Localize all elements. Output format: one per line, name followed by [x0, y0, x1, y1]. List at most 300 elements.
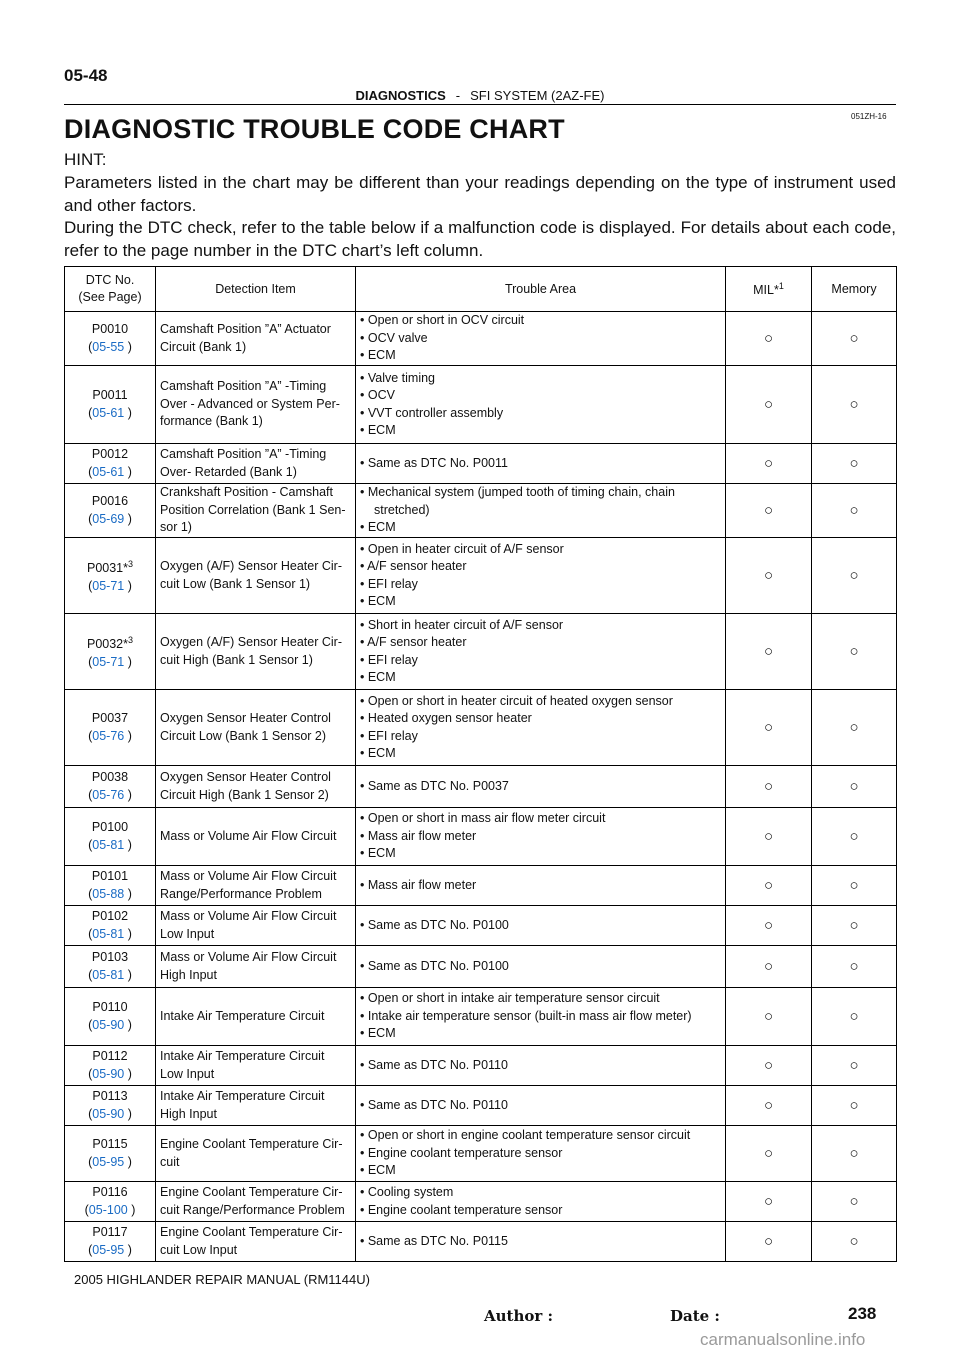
table-row	[65, 614, 897, 690]
memory-cell	[812, 1086, 897, 1126]
dtc-page-ref: (05-71 )	[88, 578, 132, 593]
detection-item-line: Mass or Volume Air Flow Circuit	[160, 950, 337, 964]
dtc-page-ref: (05-90 )	[88, 1017, 132, 1032]
trouble-area-item: • Cooling system	[360, 1185, 454, 1199]
mil-on-mark: ○	[763, 778, 774, 795]
trouble-area-item: • Heated oxygen sensor heater	[360, 711, 532, 725]
dtc-code	[69, 868, 151, 886]
dtc-code	[69, 949, 151, 967]
dtc-code-cell	[65, 312, 156, 366]
header-memory: Memory	[812, 267, 897, 312]
trouble-area-item: • ECM	[360, 746, 396, 760]
dtc-page-link[interactable]: 05-61	[92, 405, 125, 420]
dtc-page-link[interactable]: 05-95	[92, 1242, 125, 1257]
mil-cell	[726, 906, 812, 946]
detection-item-cell	[156, 1126, 356, 1182]
dtc-code-text: P0012	[91, 447, 129, 461]
trouble-area-item: • VVT controller assembly	[360, 405, 504, 420]
trouble-area-cell	[356, 484, 726, 538]
dtc-code-text: P0113	[92, 1089, 128, 1103]
trouble-area-cell	[356, 444, 726, 484]
dtc-code	[69, 1224, 151, 1242]
mil-cell	[726, 444, 812, 484]
dtc-page-link[interactable]: 05-100	[88, 1202, 128, 1217]
table-row	[65, 1222, 897, 1262]
dtc-code-text: P0032*	[86, 637, 128, 652]
trouble-area-item: • Engine coolant temperature sensor	[360, 1145, 563, 1160]
dtc-page-link[interactable]: 05-61	[92, 464, 125, 479]
trouble-area-item: • Same as DTC No. P0037	[360, 778, 509, 793]
mil-on-mark: ○	[763, 643, 774, 660]
header-mil-sup: 1	[778, 281, 784, 292]
dtc-code-text: P0101	[91, 869, 129, 883]
detection-item-line: Crankshaft Position - Camshaft	[160, 485, 333, 500]
detection-item-line: cuit Low (Bank 1 Sensor 1)	[160, 576, 311, 591]
trouble-area-item: • Mechanical system (jumped tooth of timing chain, chain	[360, 485, 675, 500]
table-row	[65, 312, 897, 366]
memory-mark: ○	[849, 917, 859, 934]
trouble-area-item: • ECM	[360, 348, 396, 363]
mil-cell	[726, 808, 812, 866]
dtc-code-cell	[65, 1182, 156, 1222]
dtc-code-text: P0116	[92, 1185, 128, 1199]
detection-item-line: Circuit (Bank 1)	[160, 339, 247, 354]
instruction-paragraph: During the DTC check, refer to the table below if a malfunction code is displayed. For details about each code, refer to the page number in the DTC chart’s left column.	[64, 218, 896, 260]
dtc-page-ref: (05-81 )	[88, 837, 132, 852]
trouble-area-cell	[356, 1222, 726, 1262]
trouble-area-item: • Intake air temperature sensor (built-in mass air flow meter)	[360, 1008, 692, 1023]
mil-cell	[726, 1222, 812, 1262]
detection-item-line: Oxygen (A/F) Sensor Heater Cir-	[160, 635, 342, 649]
dtc-page-ref: (05-90 )	[88, 1106, 132, 1121]
detection-item-cell	[156, 808, 356, 866]
dtc-page-link[interactable]: 05-76	[92, 787, 125, 802]
dtc-code	[69, 999, 151, 1017]
trouble-area-item: • ECM	[360, 423, 396, 437]
memory-mark: ○	[849, 877, 859, 894]
header-rule	[64, 104, 896, 105]
mil-on-mark: ○	[763, 1145, 774, 1162]
trouble-area-item: • Engine coolant temperature sensor	[360, 1202, 563, 1217]
detection-item-cell	[156, 946, 356, 988]
detection-item-line: Low Input	[160, 1066, 215, 1081]
dtc-code-cell	[65, 484, 156, 538]
dtc-page-ref: (05-55 )	[88, 339, 132, 354]
table-row	[65, 366, 897, 444]
table-row	[65, 538, 897, 614]
detection-item-line: Camshaft Position ”A” -Timing	[160, 447, 327, 461]
dtc-code-text: P0117	[92, 1225, 128, 1239]
trouble-area-cell	[356, 614, 726, 690]
detection-item-cell	[156, 484, 356, 538]
mil-on-mark: ○	[763, 877, 774, 894]
dtc-page-link[interactable]: 05-90	[92, 1106, 125, 1121]
dtc-code-cell	[65, 988, 156, 1046]
mil-cell	[726, 366, 812, 444]
mil-cell	[726, 1182, 812, 1222]
trouble-area-item: • Open or short in mass air flow meter circuit	[360, 811, 606, 826]
memory-cell	[812, 808, 897, 866]
dtc-code	[69, 1048, 151, 1066]
trouble-area-item: • EFI relay	[360, 728, 418, 743]
memory-mark: ○	[849, 502, 859, 519]
trouble-area-item: • Same as DTC No. P0110	[360, 1057, 508, 1072]
memory-mark: ○	[849, 1193, 859, 1210]
dtc-page-link[interactable]: 05-69	[92, 511, 125, 526]
trouble-area-item: • Open in heater circuit of A/F sensor	[360, 541, 564, 556]
dtc-code-cell	[65, 808, 156, 866]
detection-item-cell	[156, 538, 356, 614]
dtc-code-cell	[65, 1046, 156, 1086]
detection-item-line: sor 1)	[160, 520, 192, 535]
mil-cell	[726, 1086, 812, 1126]
memory-cell	[812, 766, 897, 808]
trouble-area-cell	[356, 690, 726, 766]
dtc-code-cell	[65, 1222, 156, 1262]
dtc-page-ref: (05-71 )	[88, 654, 132, 669]
memory-cell	[812, 614, 897, 690]
table-row	[65, 690, 897, 766]
dtc-code	[69, 769, 151, 787]
dtc-code	[69, 1088, 151, 1106]
dtc-code-text: P0031*	[86, 561, 128, 576]
dtc-code	[69, 493, 151, 511]
memory-cell	[812, 1046, 897, 1086]
detection-item-line: Engine Coolant Temperature Cir-	[160, 1225, 343, 1239]
table-row	[65, 1046, 897, 1086]
detection-item-line: High Input	[160, 1106, 217, 1121]
dtc-page-link[interactable]: 05-81	[92, 967, 125, 982]
memory-mark: ○	[849, 455, 859, 472]
memory-mark: ○	[849, 1233, 859, 1250]
detection-item-line: Oxygen Sensor Heater Control	[160, 770, 331, 784]
dtc-code-cell	[65, 614, 156, 690]
detection-item-line: Mass or Volume Air Flow Circuit	[160, 828, 337, 843]
dtc-code-cell	[65, 366, 156, 444]
dtc-code	[69, 321, 151, 339]
trouble-area-cell	[356, 946, 726, 988]
trouble-area-item: • A/F sensor heater	[360, 559, 467, 573]
detection-item-line: Intake Air Temperature Circuit	[160, 1089, 325, 1103]
trouble-area-item: • OCV	[360, 388, 395, 402]
mil-on-mark: ○	[763, 502, 774, 519]
dtc-page-ref: (05-90 )	[88, 1066, 132, 1081]
detection-item-line: Oxygen Sensor Heater Control	[160, 711, 331, 725]
dtc-code-text: P0011	[92, 388, 128, 402]
table-row	[65, 1086, 897, 1126]
detection-item-cell	[156, 614, 356, 690]
table-row	[65, 1126, 897, 1182]
detection-item-line: Mass or Volume Air Flow Circuit	[160, 869, 337, 883]
detection-item-line: cuit	[160, 1154, 180, 1169]
trouble-area-item: • Open or short in intake air temperature sensor circuit	[360, 991, 660, 1006]
memory-cell	[812, 444, 897, 484]
memory-cell	[812, 538, 897, 614]
dtc-code-text: P0016	[91, 494, 129, 508]
dtc-code-cell	[65, 766, 156, 808]
memory-cell	[812, 1182, 897, 1222]
dtc-page-link[interactable]: 05-81	[92, 837, 125, 852]
dtc-code-cell	[65, 538, 156, 614]
dtc-code-text: P0010	[91, 322, 129, 336]
detection-item-cell	[156, 690, 356, 766]
dtc-code	[69, 1184, 151, 1202]
memory-cell	[812, 366, 897, 444]
memory-mark: ○	[849, 330, 859, 347]
mil-on-mark: ○	[763, 567, 774, 584]
dtc-page-link[interactable]: 05-90	[92, 1066, 125, 1081]
trouble-area-item: • ECM	[360, 846, 396, 861]
detection-item-cell	[156, 1086, 356, 1126]
dtc-code	[69, 387, 151, 405]
memory-cell	[812, 988, 897, 1046]
detection-item-cell	[156, 766, 356, 808]
memory-mark: ○	[849, 958, 859, 975]
memory-mark: ○	[849, 643, 859, 660]
detection-item-line: formance (Bank 1)	[160, 414, 263, 429]
trouble-area-cell	[356, 1086, 726, 1126]
reference-code: 051ZH-16	[851, 112, 887, 121]
detection-item-line: Range/Performance Problem	[160, 886, 322, 901]
page-number: 05-48	[64, 66, 108, 85]
memory-mark: ○	[849, 1008, 859, 1025]
detection-item-cell	[156, 444, 356, 484]
trouble-area-cell	[356, 808, 726, 866]
dtc-code-cell	[65, 866, 156, 906]
header-mil-label: MIL*	[753, 283, 779, 298]
dtc-page-link[interactable]: 05-88	[92, 886, 125, 901]
table-row	[65, 946, 897, 988]
dtc-code-text: P0100	[91, 820, 129, 834]
header-trouble-area: Trouble Area	[356, 267, 726, 312]
header-dtc-no	[65, 267, 156, 312]
trouble-area-cell	[356, 1046, 726, 1086]
dtc-code	[69, 446, 151, 464]
trouble-area-item: • Same as DTC No. P0115	[360, 1233, 508, 1248]
dtc-page-link[interactable]: 05-71	[92, 578, 125, 593]
detection-item-line: Oxygen (A/F) Sensor Heater Cir-	[160, 559, 342, 573]
detection-item-line: Engine Coolant Temperature Cir-	[160, 1185, 343, 1199]
detection-item-line: Intake Air Temperature Circuit	[160, 1049, 325, 1063]
running-header	[0, 88, 960, 103]
trouble-area-item: • ECM	[360, 1026, 396, 1041]
memory-cell	[812, 1126, 897, 1182]
dtc-page-link[interactable]: 05-76	[92, 728, 125, 743]
dtc-page-ref: (05-76 )	[88, 787, 132, 802]
trouble-area-cell	[356, 866, 726, 906]
detection-item-cell	[156, 866, 356, 906]
detection-item-line: Camshaft Position ”A” -Timing	[160, 379, 327, 394]
dtc-code	[69, 556, 151, 578]
mil-on-mark: ○	[763, 455, 774, 472]
trouble-area-cell	[356, 312, 726, 366]
detection-item-cell	[156, 366, 356, 444]
memory-cell	[812, 946, 897, 988]
dtc-page-link[interactable]: 05-95	[92, 1154, 125, 1169]
mil-on-mark: ○	[763, 1193, 774, 1210]
memory-mark: ○	[849, 719, 859, 736]
mil-cell	[726, 866, 812, 906]
table-row	[65, 766, 897, 808]
table-row	[65, 988, 897, 1046]
table-row	[65, 484, 897, 538]
table-row	[65, 808, 897, 866]
trouble-area-item: • Same as DTC No. P0100	[360, 917, 509, 932]
trouble-area-item: • Valve timing	[360, 370, 436, 385]
subsection-name: SFI SYSTEM (2AZ-FE)	[470, 88, 605, 103]
memory-mark: ○	[849, 778, 859, 795]
detection-item-line: High Input	[160, 967, 217, 982]
trouble-area-item: • ECM	[360, 670, 396, 684]
detection-item-line: cuit High (Bank 1 Sensor 1)	[160, 652, 313, 667]
dtc-code	[69, 819, 151, 837]
detection-item-cell	[156, 1222, 356, 1262]
mil-on-mark: ○	[763, 828, 774, 845]
trouble-area-item: • OCV valve	[360, 330, 428, 345]
memory-mark: ○	[849, 1097, 859, 1114]
detection-item-line: Circuit Low (Bank 1 Sensor 2)	[160, 728, 327, 743]
dtc-code-cell	[65, 1126, 156, 1182]
trouble-area-item: • EFI relay	[360, 576, 418, 591]
memory-cell	[812, 1222, 897, 1262]
mil-on-mark: ○	[763, 917, 774, 934]
trouble-area-cell	[356, 366, 726, 444]
trouble-area-cell	[356, 538, 726, 614]
trouble-area-cell	[356, 906, 726, 946]
trouble-area-cell	[356, 988, 726, 1046]
memory-mark: ○	[849, 396, 859, 413]
memory-cell	[812, 866, 897, 906]
detection-item-line: Engine Coolant Temperature Cir-	[160, 1137, 343, 1151]
trouble-area-item: • Same as DTC No. P0110	[360, 1097, 508, 1112]
detection-item-line: Mass or Volume Air Flow Circuit	[160, 909, 337, 923]
header-separator: -	[455, 88, 461, 103]
footer-manual-title: 2005 HIGHLANDER REPAIR MANUAL (RM1144U)	[74, 1272, 370, 1287]
dtc-code-text: P0115	[92, 1137, 128, 1151]
mil-on-mark: ○	[763, 1057, 774, 1074]
table-row	[65, 906, 897, 946]
dtc-code	[69, 632, 151, 654]
detection-item-line: Intake Air Temperature Circuit	[160, 1008, 325, 1023]
mil-cell	[726, 484, 812, 538]
detection-item-line: Circuit High (Bank 1 Sensor 2)	[160, 787, 329, 802]
dtc-code	[69, 710, 151, 728]
section-name: DIAGNOSTICS	[355, 88, 446, 103]
trouble-area-cell	[356, 1126, 726, 1182]
header-dtc-no-line2: (See Page)	[78, 290, 142, 304]
memory-mark: ○	[849, 828, 859, 845]
trouble-area-item: • ECM	[360, 1163, 396, 1178]
dtc-code-cell	[65, 946, 156, 988]
dtc-code	[69, 908, 151, 926]
detection-item-cell	[156, 312, 356, 366]
mil-cell	[726, 690, 812, 766]
dtc-code-cell	[65, 444, 156, 484]
detection-item-line: Low Input	[160, 926, 215, 941]
dtc-page-ref: (05-81 )	[88, 926, 132, 941]
dtc-code-text: P0112	[92, 1049, 128, 1063]
memory-cell	[812, 906, 897, 946]
dtc-code-text: P0110	[92, 1000, 128, 1014]
detection-item-cell	[156, 1046, 356, 1086]
trouble-area-item: • Mass air flow meter	[360, 877, 477, 892]
detection-item-line: cuit Low Input	[160, 1242, 238, 1257]
dtc-chart-table	[64, 266, 897, 1262]
memory-mark: ○	[849, 567, 859, 584]
dtc-code-text: P0037	[91, 711, 129, 725]
mil-on-mark: ○	[763, 330, 774, 347]
dtc-page-ref: (05-76 )	[88, 728, 132, 743]
trouble-area-item: • Open or short in engine coolant temperature sensor circuit	[360, 1128, 691, 1143]
trouble-area-item: • Same as DTC No. P0100	[360, 958, 509, 973]
header-dtc-no-line1: DTC No.	[85, 273, 135, 287]
trouble-area-item: • Short in heater circuit of A/F sensor	[360, 617, 564, 632]
watermark: carmanualsonline.info	[700, 1330, 866, 1349]
mil-cell	[726, 1126, 812, 1182]
dtc-page-link[interactable]: 05-55	[92, 339, 125, 354]
memory-mark: ○	[849, 1145, 859, 1162]
trouble-area-item: • Mass air flow meter	[360, 828, 477, 843]
trouble-area-item: • Open or short in OCV circuit	[360, 313, 525, 328]
dtc-page-ref: (05-61 )	[88, 405, 132, 420]
mil-cell	[726, 766, 812, 808]
table-row	[65, 866, 897, 906]
mil-on-mark: ○	[763, 1008, 774, 1025]
dtc-page-link[interactable]: 05-90	[92, 1017, 125, 1032]
detection-item-line: Camshaft Position ”A” Actuator	[160, 322, 331, 336]
dtc-page-ref: (05-100 )	[84, 1202, 136, 1217]
memory-cell	[812, 312, 897, 366]
dtc-code-text: P0038	[91, 770, 129, 784]
memory-mark: ○	[849, 1057, 859, 1074]
detection-item-line: Position Correlation (Bank 1 Sen-	[160, 502, 346, 517]
table-row	[65, 444, 897, 484]
dtc-code-cell	[65, 906, 156, 946]
detection-item-line: Over- Retarded (Bank 1)	[160, 464, 297, 479]
dtc-page-ref: (05-69 )	[88, 511, 132, 526]
mil-cell	[726, 988, 812, 1046]
page-title: DIAGNOSTIC TROUBLE CODE CHART	[64, 114, 565, 144]
memory-cell	[812, 690, 897, 766]
footer-page-number: 238	[848, 1304, 877, 1323]
trouble-area-item: • Open or short in heater circuit of heated oxygen sensor	[360, 693, 673, 708]
trouble-area-cell	[356, 766, 726, 808]
mil-cell	[726, 1046, 812, 1086]
dtc-page-link[interactable]: 05-71	[92, 654, 125, 669]
table-row	[65, 1182, 897, 1222]
footer-date-label: Date :	[670, 1307, 720, 1325]
detection-item-cell	[156, 1182, 356, 1222]
dtc-page-link[interactable]: 05-81	[92, 926, 125, 941]
table-header-row	[65, 267, 897, 312]
dtc-page-ref: (05-88 )	[88, 886, 132, 901]
dtc-page-ref: (05-95 )	[88, 1242, 132, 1257]
dtc-code-cell	[65, 1086, 156, 1126]
trouble-area-item: stretched)	[374, 502, 430, 517]
dtc-code-text: P0103	[91, 950, 129, 964]
memory-cell	[812, 484, 897, 538]
dtc-code-cell	[65, 690, 156, 766]
trouble-area-item: • ECM	[360, 594, 396, 608]
detection-item-cell	[156, 906, 356, 946]
mil-on-mark: ○	[763, 719, 774, 736]
header-detection-item: Detection Item	[156, 267, 356, 312]
hint-label: HINT:	[64, 150, 107, 169]
mil-cell	[726, 946, 812, 988]
dtc-page-ref: (05-95 )	[88, 1154, 132, 1169]
dtc-code-sup: 3	[128, 558, 134, 569]
trouble-area-item: • Same as DTC No. P0011	[360, 455, 508, 470]
